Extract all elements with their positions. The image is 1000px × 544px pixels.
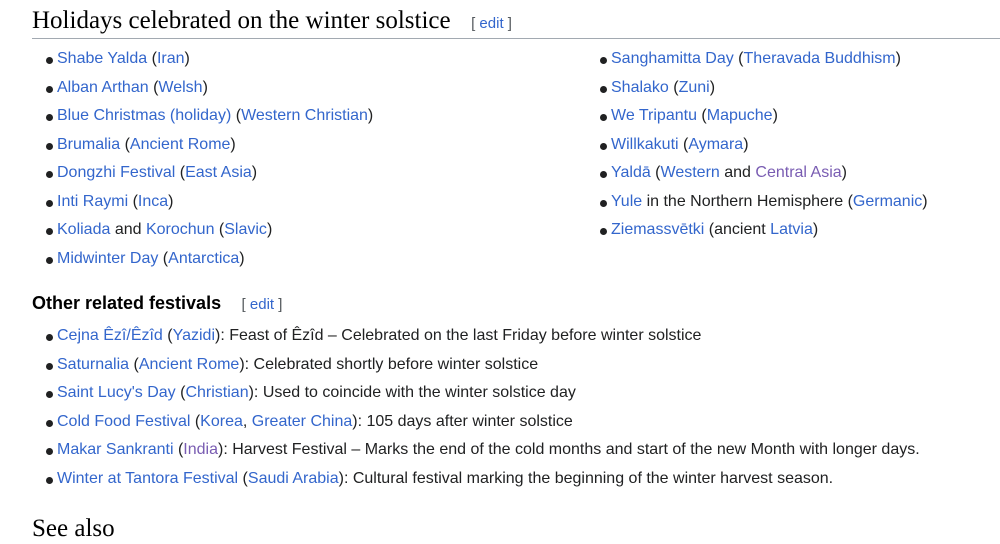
list-item: Makar Sankranti (India): Harvest Festival – Marks the end of the cold months and start of the new Month with longer days. — [32, 436, 920, 465]
subsection-heading — [32, 289, 282, 317]
holiday-link[interactable]: Brumalia — [57, 135, 121, 153]
culture-link[interactable]: Theravada Buddhism — [743, 50, 896, 67]
holiday-link[interactable]: Willkakuti — [611, 135, 679, 153]
holiday-link[interactable]: Korochun — [145, 221, 215, 238]
section-heading — [32, 4, 1000, 39]
culture-link[interactable]: Yazidi — [172, 327, 215, 344]
holiday-link[interactable]: Shabe Yalda — [57, 50, 148, 67]
list-item: Winter at Tantora Festival (Saudi Arabia): Cultural festival marking the beginning of the winter harvest season. — [32, 465, 920, 494]
section-edit: [ edit ] — [471, 15, 512, 32]
list-item: Shalako (Zuni) — [586, 74, 928, 103]
festival-link[interactable]: Makar Sankranti — [57, 441, 174, 458]
next-section-heading: See also — [32, 515, 115, 542]
holiday-link[interactable]: Midwinter Day — [57, 249, 159, 267]
holiday-link[interactable]: Inti Raymi — [57, 192, 129, 210]
holiday-link[interactable]: Yaldā — [611, 164, 651, 181]
list-item: Dongzhi Festival (East Asia) — [32, 159, 373, 188]
list-item: Cejna Êzî/Êzîd (Yazidi): Feast of Êzîd – Celebrated on the last Friday before winter solstice — [32, 322, 920, 351]
list-item: We Tripantu (Mapuche) — [586, 102, 928, 131]
section-title: Holidays celebrated on the winter solstice — [32, 7, 451, 34]
list-item: Saint Lucy's Day (Christian): Used to coincide with the winter solstice day — [32, 379, 920, 408]
culture-link[interactable]: Central Asia — [755, 164, 842, 181]
culture-link[interactable]: Aymara — [688, 135, 744, 153]
culture-link[interactable]: Ancient Rome — [129, 135, 231, 153]
culture-link[interactable]: Western — [660, 164, 720, 181]
holiday-link[interactable]: We Tripantu — [611, 107, 697, 124]
culture-link[interactable]: Ancient Rome — [138, 355, 240, 373]
list-item: Brumalia (Ancient Rome) — [32, 131, 373, 160]
subsection-title: Other related festivals — [32, 293, 222, 313]
list-item: Midwinter Day (Antarctica) — [32, 245, 373, 274]
culture-link[interactable]: India — [183, 441, 218, 458]
list-item: Alban Arthan (Welsh) — [32, 74, 373, 103]
culture-link[interactable]: Christian — [185, 384, 249, 401]
list-item: Ziemassvētki (ancient Latvia) — [586, 216, 928, 245]
culture-link[interactable]: Germanic — [852, 192, 923, 210]
culture-link[interactable]: Saudi Arabia — [247, 469, 339, 487]
list-item: Shabe Yalda (Iran) — [32, 45, 373, 74]
holiday-link[interactable]: Shalako — [611, 78, 669, 96]
list-item: Yule in the Northern Hemisphere (Germanic) — [586, 188, 928, 217]
holiday-link[interactable]: Alban Arthan — [57, 78, 149, 96]
festival-link[interactable]: Saturnalia — [57, 355, 130, 373]
festival-link[interactable]: Saint Lucy's Day — [57, 384, 176, 401]
list-item: Yaldā (Western and Central Asia) — [586, 159, 928, 188]
holiday-link[interactable]: Ziemassvētki — [611, 221, 705, 238]
holiday-link[interactable]: Dongzhi Festival — [57, 164, 176, 181]
holiday-list-left — [32, 45, 373, 273]
holiday-link[interactable]: Sanghamitta Day — [611, 50, 734, 67]
list-item: Blue Christmas (holiday) (Western Christian) — [32, 102, 373, 131]
subsection-edit: [ edit ] — [241, 296, 283, 313]
edit-link[interactable]: edit — [249, 296, 275, 313]
festival-link[interactable]: Cold Food Festival — [57, 412, 191, 430]
list-item: Koliada and Korochun (Slavic) — [32, 216, 373, 245]
list-item: Saturnalia (Ancient Rome): Celebrated shortly before winter solstice — [32, 351, 920, 380]
culture-link[interactable]: Inca — [137, 192, 169, 210]
holiday-link[interactable]: Blue Christmas (holiday) — [57, 107, 232, 124]
festival-link[interactable]: Winter at Tantora Festival — [57, 469, 239, 487]
culture-link[interactable]: Western Christian — [241, 107, 368, 124]
culture-link[interactable]: Korea — [200, 412, 243, 430]
related-festivals-list — [32, 322, 920, 493]
culture-link[interactable]: Welsh — [158, 78, 203, 96]
list-item: Sanghamitta Day (Theravada Buddhism) — [586, 45, 928, 74]
culture-link[interactable]: Zuni — [678, 78, 710, 96]
holiday-link[interactable]: Yule — [611, 192, 643, 210]
culture-link[interactable]: Latvia — [770, 221, 813, 238]
culture-link[interactable]: Iran — [156, 50, 185, 67]
list-item: Inti Raymi (Inca) — [32, 188, 373, 217]
culture-link[interactable]: Greater China — [251, 412, 353, 430]
culture-link[interactable]: Mapuche — [706, 107, 773, 124]
list-item: Willkakuti (Aymara) — [586, 131, 928, 160]
list-item: Cold Food Festival (Korea, Greater China): 105 days after winter solstice — [32, 408, 920, 437]
culture-link[interactable]: Slavic — [224, 221, 267, 238]
holiday-list-right — [586, 45, 928, 245]
holiday-link[interactable]: Koliada — [57, 221, 111, 238]
culture-link[interactable]: East Asia — [185, 164, 252, 181]
culture-link[interactable]: Antarctica — [168, 249, 240, 267]
edit-link[interactable]: edit — [479, 15, 504, 32]
festival-link[interactable]: Cejna Êzî/Êzîd — [57, 327, 163, 344]
